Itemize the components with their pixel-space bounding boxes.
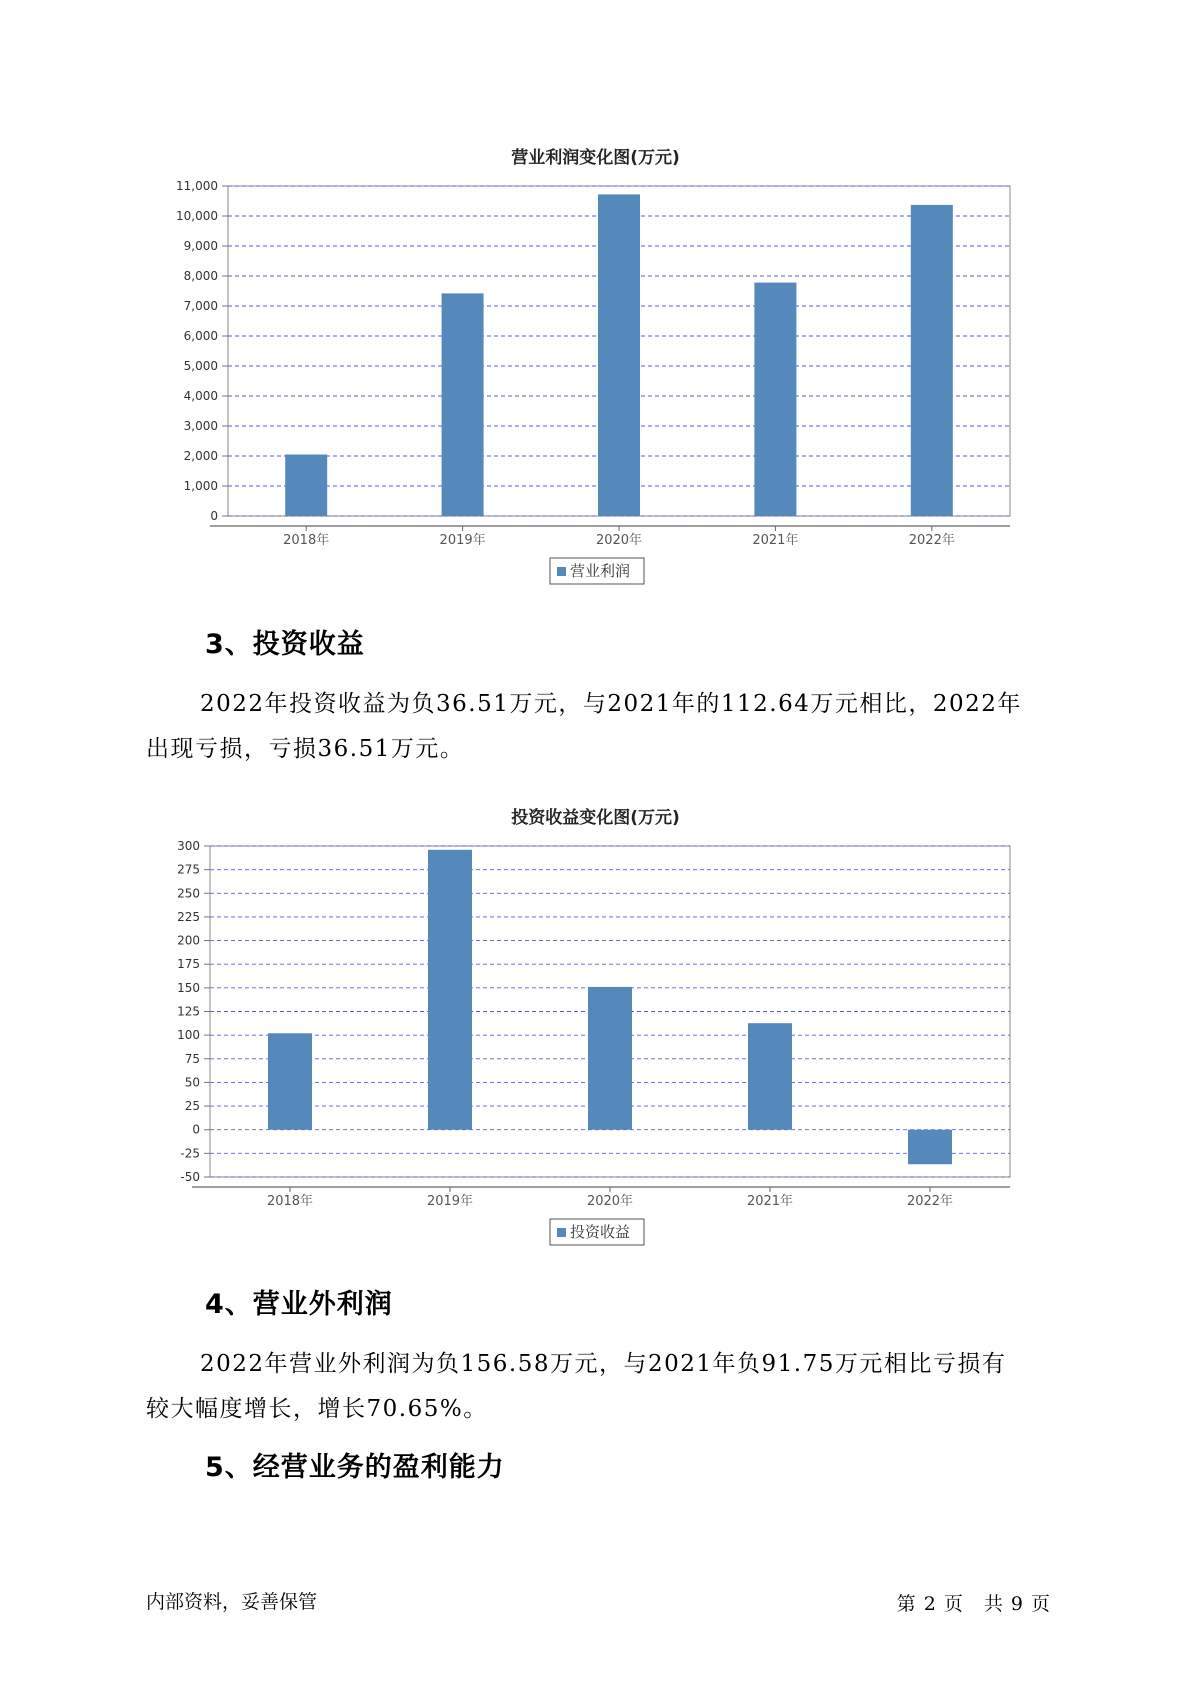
legend-label: 投资收益 — [570, 1223, 631, 1241]
y-tick-label: 75 — [184, 1051, 200, 1066]
x-tick-label: 2018年 — [266, 1194, 314, 1209]
section-4-line-1: 2022年营业外利润为负156.58万元，与2021年负91.75万元相比亏损有 — [200, 1351, 1007, 1377]
legend-swatch — [557, 1228, 566, 1237]
y-tick-label: 0 — [210, 509, 218, 523]
bar — [748, 1023, 792, 1130]
y-tick-label: 11,000 — [176, 179, 218, 193]
bar — [911, 205, 953, 516]
y-tick-label: 250 — [177, 886, 200, 901]
chart2-title: 投资收益变化图(万元) — [511, 808, 680, 828]
y-tick-label: 0 — [192, 1122, 200, 1137]
bar — [598, 194, 640, 516]
bar — [285, 455, 327, 517]
y-tick-label: 3,000 — [183, 419, 218, 433]
y-tick-label: -50 — [180, 1170, 200, 1184]
section-5-heading: 5、经营业务的盈利能力 — [205, 1452, 505, 1483]
y-tick-label: 1,000 — [183, 479, 218, 493]
x-tick-label: 2022年 — [908, 533, 955, 548]
y-tick-label: 25 — [184, 1099, 200, 1114]
bar — [268, 1033, 312, 1129]
chart1-title: 营业利润变化图(万元) — [511, 148, 680, 168]
y-tick-label: 9,000 — [183, 239, 218, 253]
bar — [442, 293, 484, 516]
y-tick-label: 4,000 — [183, 389, 218, 403]
y-tick-label: 10,000 — [176, 209, 218, 223]
y-tick-label: 7,000 — [183, 299, 218, 313]
y-tick-label: 200 — [177, 933, 200, 948]
y-tick-label: 125 — [177, 1004, 200, 1019]
x-tick-label: 2018年 — [283, 533, 330, 548]
x-tick-label: 2022年 — [906, 1194, 954, 1209]
operating-profit-chart — [0, 170, 1191, 630]
investment-income-chart — [0, 830, 1191, 1250]
section-4-heading: 4、营业外利润 — [205, 1289, 393, 1320]
x-tick-label: 2021年 — [746, 1194, 794, 1209]
bar — [754, 283, 796, 516]
y-tick-label: 275 — [177, 862, 200, 877]
x-tick-label: 2020年 — [586, 1194, 634, 1209]
y-tick-label: 2,000 — [183, 449, 218, 463]
section-3-line-2: 出现亏损，亏损36.51万元。 — [146, 736, 465, 762]
section-3-heading: 3、投资收益 — [205, 629, 365, 660]
bar — [428, 850, 472, 1130]
y-tick-label: 6,000 — [183, 329, 218, 343]
footer-page-number: 第 2 页 共 9 页 — [896, 1593, 1051, 1615]
legend-swatch — [557, 567, 566, 576]
y-tick-label: 225 — [177, 909, 200, 924]
y-tick-label: 175 — [177, 957, 200, 972]
y-tick-label: 8,000 — [183, 269, 218, 283]
y-tick-label: 300 — [177, 839, 200, 853]
section-4-paragraph — [146, 1342, 1066, 1432]
bar — [588, 987, 632, 1130]
y-tick-label: 100 — [177, 1028, 200, 1043]
x-tick-label: 2021年 — [752, 533, 799, 548]
legend-label: 营业利润 — [570, 562, 631, 580]
x-tick-label: 2019年 — [426, 1194, 474, 1209]
y-tick-label: 150 — [177, 980, 200, 995]
y-tick-label: -25 — [180, 1146, 200, 1161]
y-tick-label: 5,000 — [183, 359, 218, 373]
x-tick-label: 2019年 — [439, 533, 486, 548]
section-3-paragraph — [146, 682, 1066, 772]
section-3-line-1: 2022年投资收益为负36.51万元，与2021年的112.64万元相比，2022年 — [200, 691, 1022, 717]
bar — [908, 1130, 952, 1165]
y-tick-label: 50 — [184, 1075, 200, 1090]
footer-confidential-note: 内部资料，妥善保管 — [146, 1591, 318, 1613]
section-4-line-2: 较大幅度增长，增长70.65%。 — [146, 1396, 488, 1422]
x-tick-label: 2020年 — [595, 533, 643, 548]
